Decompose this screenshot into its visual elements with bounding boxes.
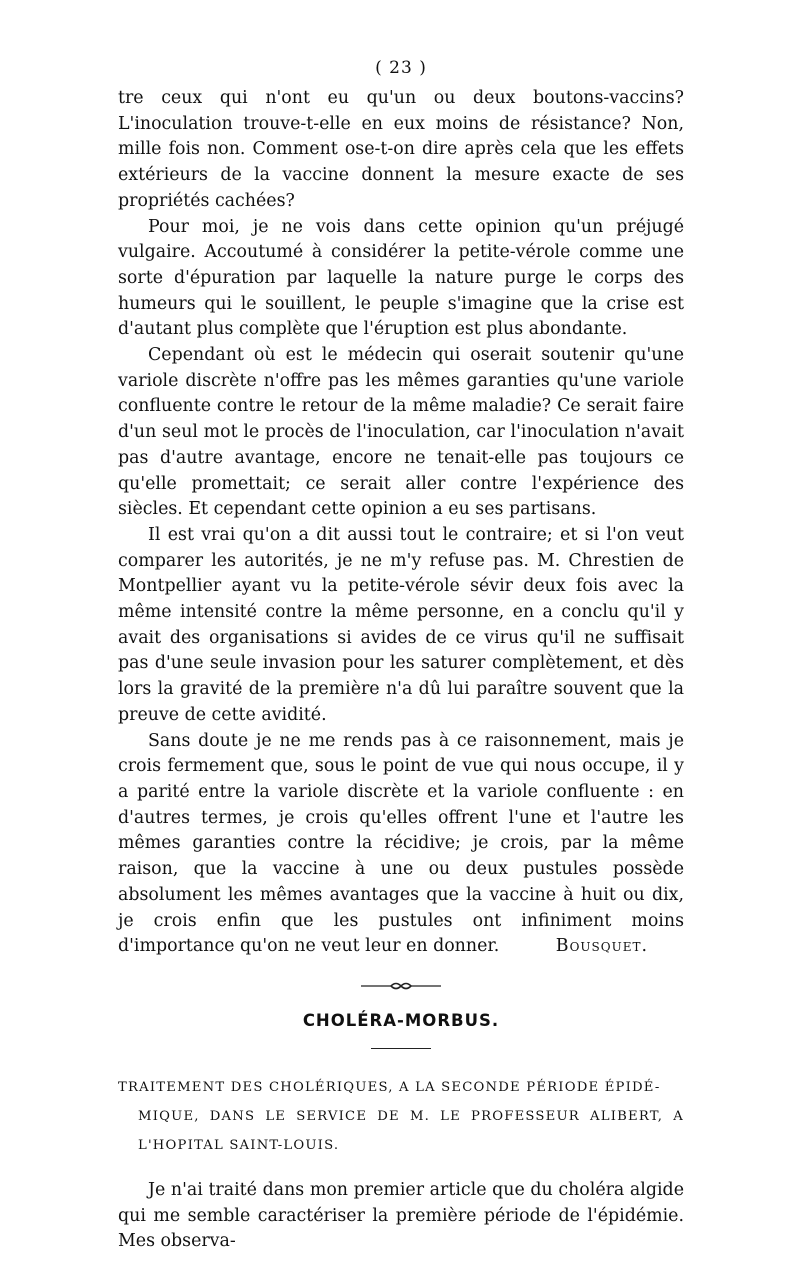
page [118,56,684,1255]
paragraph-5 [118,729,684,960]
paragraph-3: Cependant où est le médecin qui oserait soutenir qu'une variole discrète n'offre pas les mêmes garanties qu'une variole confluente contre le retour de la même maladie? Ce serait faire d'un seul mot le procès de l'inoculation, car l'inoculation n'avait pas d'autre avantage, encore ne tenait-elle pas toujours ce qu'elle promettait; ce serait aller contre l'expérience des siècles. Et cependant cette opinion a eu ses partisans. [118,345,684,520]
subheading [118,1073,684,1160]
paragraph-1: tre ceux qui n'ont eu qu'un ou deux boutons-vaccins? L'inoculation trouve-t-elle en eux moins de résistance? Non, mille fois non. Comment ose-t-on dire après cela que les effets extérieurs de la vaccine donnent la mesure exacte de ses propriétés cachées? [118,88,684,211]
author-signature: Bousquet. [555,936,648,957]
subheading-line-1: TRAITEMENT DES CHOLÉRIQUES, A LA SECONDE PÉRIODE ÉPIDÉ- [118,1079,661,1095]
ornament-divider [361,980,441,992]
cholera-article [118,1178,684,1255]
article-body [118,86,684,960]
title-rule [371,1048,431,1049]
section-title: CHOLÉRA-MORBUS. [302,1010,500,1030]
paragraph-2: Pour moi, je ne vois dans cette opinion qu'un préjugé vulgaire. Accoutumé à considérer la petite-vérole comme une sorte d'épuration par laquelle la nature purge le corps des humeurs qui le souillent, le peuple s'imagine que la crise est d'autant plus complète que l'éruption est plus abondante. [118,216,684,340]
paragraph-4: Il est vrai qu'on a dit aussi tout le contraire; et si l'on veut comparer les autorités, je ne m'y refuse pas. M. Chrestien de Montpellier ayant vu la petite-vérole sévir deux fois avec la même intensité contre la même personne, en a conclu qu'il y avait des organisations si avides de ce virus qu'il ne suffisait pas d'une seule invasion pour les saturer complètement, et dès lors la gravité de la première n'a dû lui paraître souvent que la preuve de cette avidité. [118,524,684,725]
paragraph-5-text: Sans doute je ne me rends pas à ce raisonnement, mais je crois fermement que, sous le point de vue qui nous occupe, il y a parité entre la variole discrète et la variole confluente : en d'autres termes, je crois qu'elles offrent l'une et l'autre les mêmes garanties contre la récidive; je crois, par la même raison, que la vaccine à une ou deux pustules possède absolument les mêmes avantages que la vaccine à huit ou dix, je crois enfin que les pustules ont infiniment moins d'importance qu'on ne veut leur en donner. [118,730,684,957]
subheading-line-2: MIQUE, DANS LE SERVICE DE M. LE PROFESSEUR ALIBERT, A L'HOPITAL SAINT-LOUIS. [138,1108,684,1153]
page-number: ( 23 ) [375,58,427,78]
paragraph-6: Je n'ai traité dans mon premier article que du choléra algide qui me semble caractériser la première période de l'épidémie. Mes observa- [118,1179,684,1252]
